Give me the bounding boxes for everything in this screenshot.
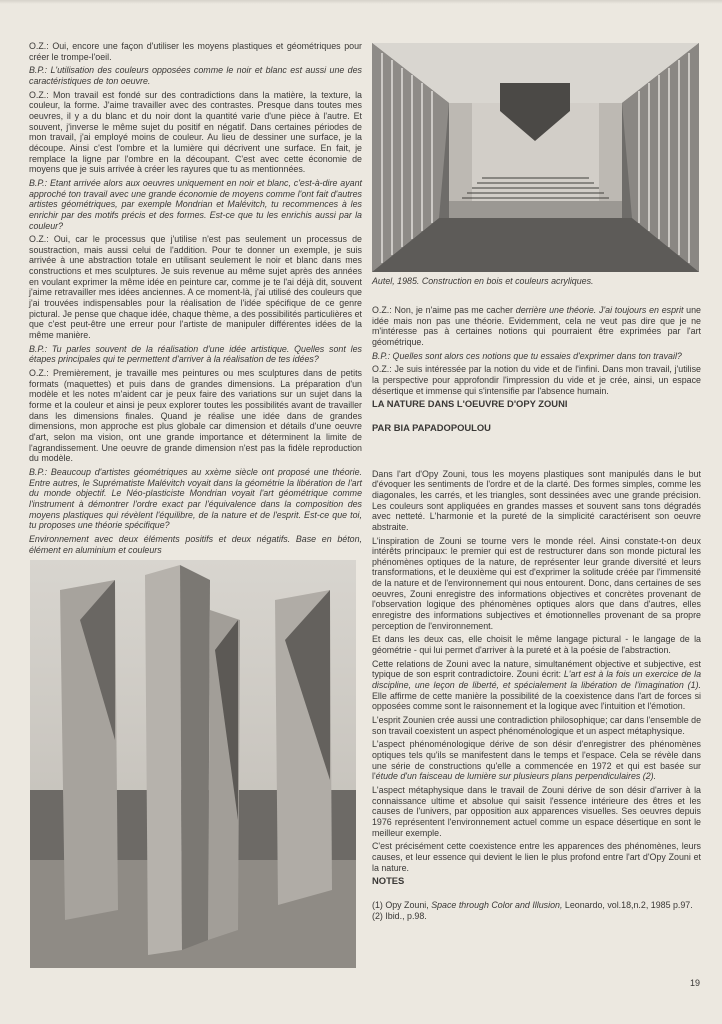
italic-text: B.P.: Quelles sont alors ces notions que tu essaies d'exprimer dans ton travail?: [372, 350, 682, 361]
article-paragraph: [372, 715, 701, 736]
interview-paragraph: [372, 305, 701, 348]
italic-text: B.P.: L'utilisation des couleurs opposées comme le noir et blanc est aussi une des caractéristiques de ton oeuvre.: [29, 65, 362, 86]
page-number: 19: [690, 978, 701, 988]
interview-paragraph: [29, 467, 362, 531]
text: O.Z.: Oui, car le processus que j'utilise n'est pas seulement un processus de soustraction, mais aussi celui de l'addition. Pour te donner un exemple, je suis arrivée à une abstraction totale en utilisant seulement le noir et blanc dans mes constructions et mes sculptures. Je suis revenue au même sujet après des années en voulant exprimer la même idée en peinture car, comme je te l'ai déjà dit, souvent j'aime retravailler mes idées anciennes. A ce moment-là, j'ai utilisé des couleurs que j'ai trouvées indispensables pour la réalisation de l'idée spécifique de ce genre pictural. Je pense que chaque idée, chaque thème, a des possibilités particulières et que c'est peut-être une erreur pour l'artiste de manipuler différentes idées de la même manière.: [29, 234, 362, 341]
text: une idée mais non pas une théorie. Evidemment, cela ne veut pas dire que je ne m'intéresse pas à certaines notions qui pourraient être exprimées par l'art géométrique.: [372, 305, 701, 347]
text: Cette relations de Zouni avec la nature, simultanément objective et subjective, est typique de son esprit contradictoire. Zouni écrit:: [372, 658, 701, 680]
italic-text: Space through Color and Illusion,: [431, 899, 563, 910]
text: C'est précisément cette coexistence entre les apparences des phénomènes, leurs causes, et leur essence qui devient le lien le plus profond entre l'art d'Opy Zouni et la nature.: [372, 841, 701, 873]
article-paragraph: [372, 634, 701, 655]
figure-caption-autel: Autel, 1985. Construction en bois et couleurs acryliques.: [372, 276, 594, 286]
interview-paragraph: [372, 364, 701, 396]
italic-text: L'art est à la fois un exercice de la discipline, une leçon de liberté, et spécialement la libération de l'imagination (1).: [372, 669, 702, 691]
interview-paragraph: [29, 41, 362, 62]
text: Dans l'art d'Opy Zouni, tous les moyens plastiques sont manipulés dans le but d'évoquer les sentiments de l'ordre et de la clarté. Des formes simples, comme les diagonales, les carrés, et les triangles, sont dessinées avec une grande précision. Les couleurs sont appliquées en grandes masses et souvent sans tons dégradés avec netteté. L'harmonie et la pureté de la simplicité caractérisent son oeuvre abstraite.: [372, 468, 701, 532]
italic-text: Environnement avec deux éléments positifs et deux négatifs. Base en béton, élément en aluminium et couleurs: [29, 533, 362, 555]
interview-paragraph: [29, 234, 362, 341]
article-paragraph: [372, 469, 701, 533]
interview-paragraph: [29, 178, 362, 231]
interview-paragraph: [29, 65, 362, 86]
notes-heading: NOTES: [372, 875, 405, 887]
text: L'inspiration de Zouni se tourne vers le monde réel. Ainsi constate-t-on deux intérêts principaux: le premier qui est de restructurer dans son monde pictural les phénomènes optiques de la nature, de représenter leur grande diversité et leurs transformations, et le deuxième qui est d'exprimer la solitude créée par l'immensité de la nature et de l'environnement qui nous entourent. Donc, dans certaines de ses oeuvres, Zouni enregistre des informations objectives et concrètes provenant de l'observation logique des phénomènes optiques alors que dans d'autres, elles enregistre des informations subjectives et émotionnelles provenant de sa propre perception de l'environnement.: [372, 535, 701, 631]
italic-text: derrière une théorie. J'ai toujours en esprit: [515, 305, 684, 315]
italic-text: B.P.: Tu parles souvent de la réalisation d'une idée artistique. Quelles sont les étapes principales qui te permettent d'arriver à la réalisation de tes idées?: [29, 343, 362, 365]
article-paragraph: [372, 841, 701, 873]
text: Leonardo, vol.18,n.2, 1985 p.97.: [562, 899, 693, 910]
footnote: [372, 900, 701, 911]
text: (1) Opy Zouni,: [372, 899, 432, 910]
footnote: [372, 911, 701, 922]
figure-autel: [372, 43, 699, 272]
page-edge: [0, 0, 722, 4]
text: (2) Ibid., p.98.: [372, 910, 427, 921]
interview-paragraph: [29, 344, 362, 365]
article-byline: PAR BIA PAPADOPOULOU: [372, 421, 491, 433]
article-title: LA NATURE DANS L'OEUVRE D'OPY ZOUNI: [372, 398, 568, 410]
left-column: [29, 41, 362, 558]
article-paragraph: [372, 536, 701, 632]
text: L'esprit Zounien crée aussi une contradiction philosophique; car dans l'ensemble de son travail coexistent un aspect phénoménologique et un aspect métaphysique.: [372, 715, 702, 736]
text: O.Z.: Oui, encore une façon d'utiliser les moyens plastiques et géométriques pour créer le trompe-l'oeil.: [29, 41, 362, 62]
article-paragraph: [372, 785, 701, 838]
italic-text: B.P.: Etant arrivée alors aux oeuvres uniquement en noir et blanc, c'est-à-dire ayant approché ton travail avec une grande économie de moyens comme l'ont fait d'autres artistes géométriques, par exemple Mondrian et Malévitch, tu recommences à les enrichir par des motifs précis et des formes. Est-ce que tu les enrichis aussi par la couleur?: [29, 177, 362, 231]
autel-artwork-image: [372, 43, 699, 272]
text: O.Z.: Premièrement, je travaille mes peintures ou mes sculptures dans de petits formats (maquettes) et puis dans de grandes dimensions. La préparation d'un modèle et les notes m'aident car je peux faire des variations sur un sujet dans la forme et la couleur et ainsi je peux explorer toutes les possibilités avant de travailler dans les dimensions finales. Quand je réalise une idée dans de grandes dimensions, mon approche est plus globale car dimension et détails d'une oeuvre d'art, selon ma vision, ont une grande importance et déterminent la limite de l'agrandissement. Une oeuvre de grande dimension n'est pas la fidèle reproduction du modèle.: [29, 368, 362, 464]
italic-text: étude d'un faisceau de lumière sur plusieurs plans perpendiculaires (2).: [375, 771, 657, 782]
text: Elle affirme de cette manière la possibilité de la coexistence dans l'art de forces si opposées comme sont le raisonnement et la logique avec l'intuition et l'émotion.: [372, 690, 701, 712]
article-paragraph: [372, 659, 701, 712]
article-paragraph: [372, 739, 701, 782]
text: O.Z.: Non, je n'aime pas me cacher: [372, 305, 516, 315]
interview-paragraph: [372, 351, 701, 362]
italic-text: B.P.: Beaucoup d'artistes géométriques au xxème siècle ont proposé une théorie. Entre autres, le Suprématiste Malévitch voyait dans la géométrie la libération de l'art du monde objectif. Le Néo-plasticiste Mondrian voyait l'art géométrique comme l'instrument à démontrer l'ordre exact par l'équivalence dans la composition des moyens plastiques qui révèlent l'équilibre, de la nature et de l'esprit. Est-ce que toi, tu proposes une théorie spécifique?: [29, 466, 362, 531]
interview-paragraph: [29, 534, 362, 555]
text: Et dans les deux cas, elle choisit le même langage pictural - le langage de la géométrie - qui lui permet d'arriver à la pureté et à la poésie de l'abstraction.: [372, 634, 701, 656]
text: O.Z.: Mon travail est fondé sur des contradictions dans la matière, la texture, la couleur, la forme. J'aime travailler avec des contrastes. Presque dans toutes mes oeuvres, il y a du blanc et du noir dont la quantité varie d'une pièce à l'autre. Et souvent, j'inverse le même sujet du positif en négatif. Dans certaines périodes de mon travail, j'ai employé moins de couleur. Au lieu de dessiner une surface, je la découpe. Ainsi c'est l'ombre et la lumière qui décrivent une surface. En fait, je remplace la ligne par l'ombre en la découpant. C'est avec cette économie de moyens que je suis arrivée à créer les rayures que tu as mentionnées.: [29, 89, 362, 175]
environnement-sculpture-image: [30, 560, 356, 968]
text: L'aspect métaphysique dans le travail de Zouni dérive de son désir d'arriver à la connaissance ultime et absolue qui saisit l'essence intérieure des êtres et les causes de l'univers, par opposition aux apparences visuelles. Ses oeuvres depuis 1976 représentent l'environnement actuel comme un espace désertique en sont le meilleur exemple.: [372, 784, 701, 838]
text: L'aspect phénoménologique dérive de son désir d'enregistrer des phénomènes optiques tels qu'ils se manifestent dans le temps et l'espace. Cela se révèle dans une série de constructions qu'elle a commencée en 1972 et qui est basée sur l': [372, 739, 701, 782]
text: O.Z.: Je suis intéressée par la notion du vide et de l'infini. Dans mon travail, j'utilise la perspective pour approfondir l'impression du vide et je crée, ainsi, un espace désertique et immense qui s'intensifie par l'absence humain.: [372, 364, 701, 396]
figure-environnement: [30, 560, 356, 968]
interview-paragraph: [29, 90, 362, 175]
interview-paragraph: [29, 368, 362, 464]
right-column: [372, 305, 701, 924]
